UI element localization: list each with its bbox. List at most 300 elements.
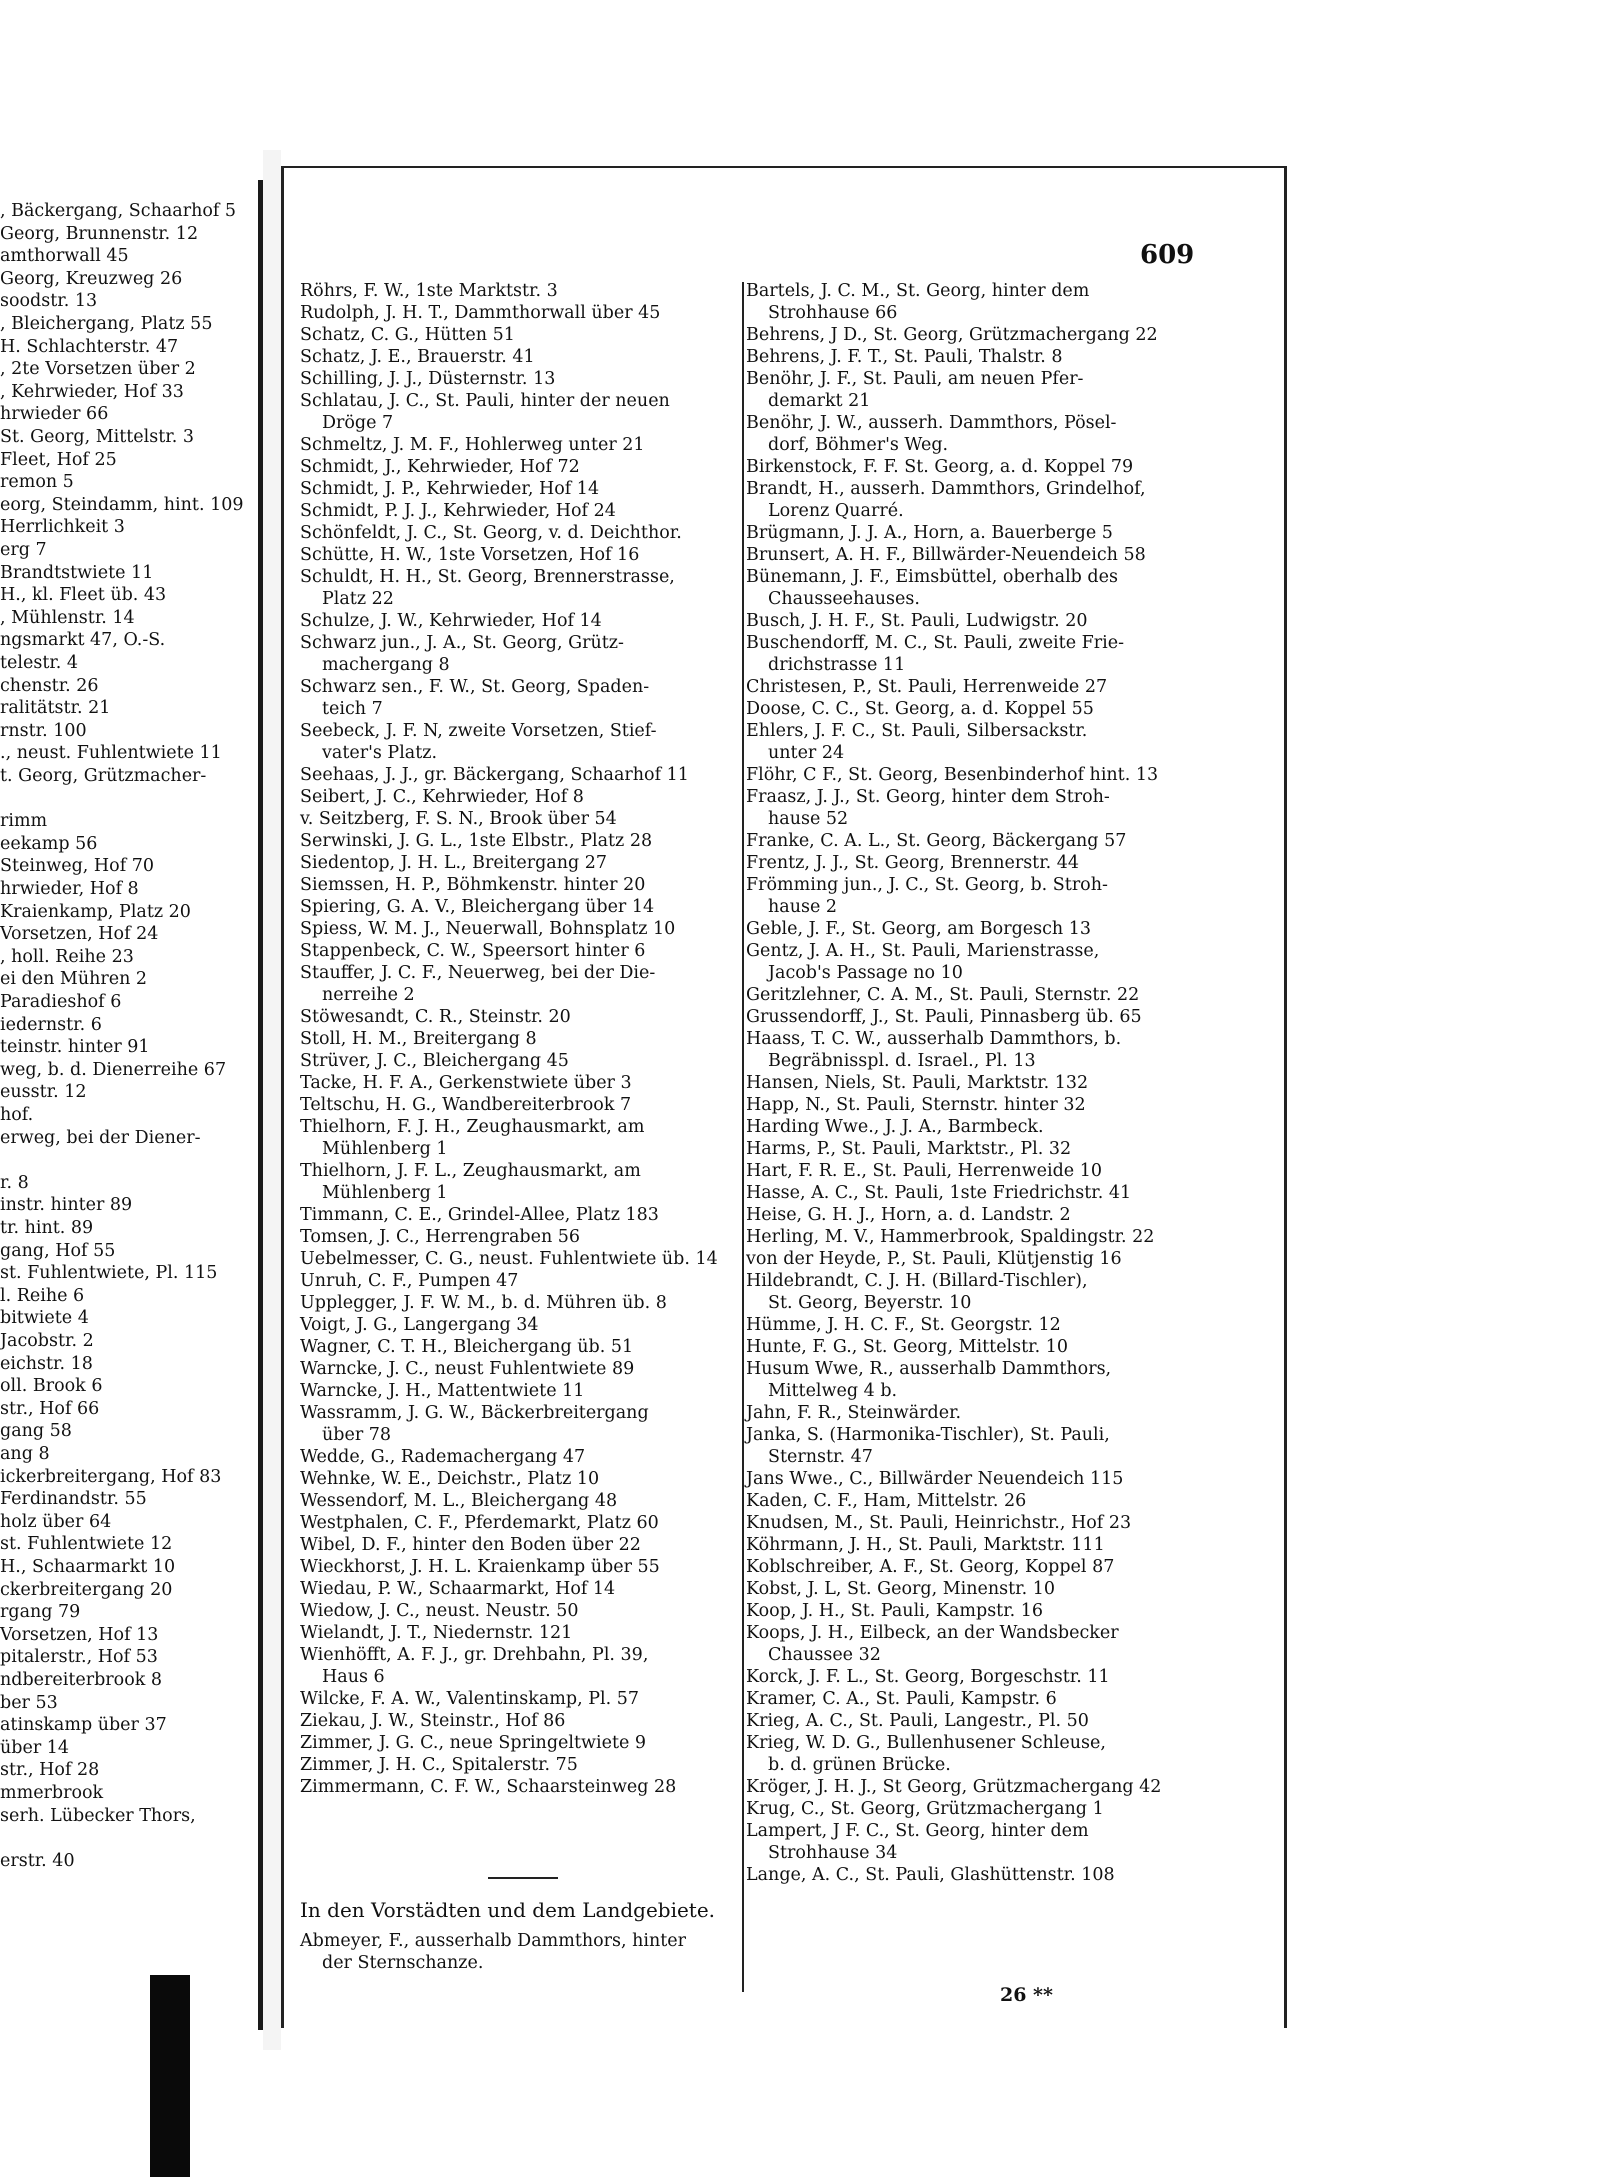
directory-entry xyxy=(746,1138,1190,1160)
left-page-line: erweg, bei der Diener- xyxy=(0,1127,201,1148)
entry-line: Frentz, J. J., St. Georg, Brennerstr. 44 xyxy=(746,853,1080,873)
directory-entry xyxy=(300,610,740,632)
directory-entry xyxy=(746,764,1190,786)
left-page-line: r. 8 xyxy=(0,1172,29,1193)
left-page-line: Ferdinandstr. 55 xyxy=(0,1489,147,1510)
entry-line: Hunte, F. G., St. Georg, Mittelstr. 10 xyxy=(746,1337,1068,1357)
entry-line: Warncke, J. C., neust Fuhlentwiete 89 xyxy=(300,1359,635,1379)
directory-entry xyxy=(300,1028,740,1050)
column-1 xyxy=(300,280,740,1798)
directory-entry xyxy=(746,1490,1190,1512)
left-page-line: ndbereiterbrook 8 xyxy=(0,1670,163,1690)
entry-line: Herling, M. V., Hammerbrook, Spaldingstr. 22 xyxy=(746,1227,1155,1247)
directory-entry xyxy=(746,1534,1190,1556)
entry-line: Wibel, D. F., hinter den Boden über 22 xyxy=(300,1535,641,1555)
entry-line: Birkenstock, F. F. St. Georg, a. d. Koppel 79 xyxy=(746,457,1134,477)
left-page-line: Fleet, Hof 25 xyxy=(0,449,117,470)
left-page-line: Steinweg, Hof 70 xyxy=(0,856,155,877)
entry-continuation: Strohhause 34 xyxy=(768,1843,898,1863)
directory-entry xyxy=(300,1930,740,1974)
directory-entry xyxy=(746,1468,1190,1490)
entry-continuation: Platz 22 xyxy=(322,589,394,609)
directory-entry xyxy=(746,1006,1190,1028)
directory-entry xyxy=(300,1160,740,1204)
directory-entry xyxy=(746,1578,1190,1600)
entry-line: Kramer, C. A., St. Pauli, Kampstr. 6 xyxy=(746,1689,1057,1709)
left-page-line: Jacobstr. 2 xyxy=(0,1331,94,1351)
left-page-line: str., Hof 28 xyxy=(0,1760,100,1781)
directory-entry xyxy=(746,566,1190,610)
directory-entry xyxy=(300,1688,740,1710)
directory-entry xyxy=(746,676,1190,698)
left-page-line: atinskamp über 37 xyxy=(0,1715,167,1736)
entry-line: Benöhr, J. F., St. Pauli, am neuen Pfer- xyxy=(746,369,1084,389)
entry-line: Teltschu, H. G., Wandbereiterbrook 7 xyxy=(300,1095,632,1115)
entry-line: Busch, J. H. F., St. Pauli, Ludwigstr. 20 xyxy=(746,611,1088,631)
directory-entry xyxy=(300,896,740,918)
left-page-line: H., Schaarmarkt 10 xyxy=(0,1557,176,1577)
entry-line: Seehaas, J. J., gr. Bäckergang, Schaarhof 11 xyxy=(300,765,689,785)
column-divider xyxy=(742,282,744,1992)
entry-line: Timmann, C. E., Grindel-Allee, Platz 183 xyxy=(300,1205,659,1225)
directory-entry xyxy=(746,544,1190,566)
entry-line: Lampert, J F. C., St. Georg, hinter dem xyxy=(746,1821,1089,1841)
left-page-line: rnstr. 100 xyxy=(0,720,87,741)
entry-line: Bartels, J. C. M., St. Georg, hinter dem xyxy=(746,281,1090,301)
left-page-line: iedernstr. 6 xyxy=(0,1014,102,1035)
entry-line: Lange, A. C., St. Pauli, Glashüttenstr. 108 xyxy=(746,1865,1115,1885)
directory-entry xyxy=(300,1446,740,1468)
entry-line: Brandt, H., ausserh. Dammthors, Grindelhof, xyxy=(746,479,1146,499)
entry-line: Wiedow, J. C., neust. Neustr. 50 xyxy=(300,1601,579,1621)
entry-line: Flöhr, C F., St. Georg, Besenbinderhof hint. 13 xyxy=(746,765,1159,785)
entry-line: Geble, J. F., St. Georg, am Borgesch 13 xyxy=(746,919,1092,939)
entry-line: Benöhr, J. W., ausserh. Dammthors, Pösel- xyxy=(746,413,1117,433)
directory-entry xyxy=(300,1050,740,1072)
entry-line: Koop, J. H., St. Pauli, Kampstr. 16 xyxy=(746,1601,1044,1621)
entry-line: Serwinski, J. G. L., 1ste Elbstr., Platz 28 xyxy=(300,831,653,851)
directory-entry xyxy=(746,1182,1190,1204)
directory-entry xyxy=(746,1666,1190,1688)
left-page-line: str., Hof 66 xyxy=(0,1398,100,1419)
entry-line: Schulze, J. W., Kehrwieder, Hof 14 xyxy=(300,611,602,631)
directory-entry xyxy=(300,1094,740,1116)
entry-line: Schlatau, J. C., St. Pauli, hinter der neuen xyxy=(300,391,670,411)
left-page-line: ckerbreitergang 20 xyxy=(0,1579,173,1600)
entry-line: Korck, J. F. L., St. Georg, Borgeschstr. 11 xyxy=(746,1667,1110,1687)
entry-line: Grussendorff, J., St. Pauli, Pinnasberg üb. 65 xyxy=(746,1007,1142,1027)
section-rule xyxy=(488,1877,558,1879)
entry-line: Schuldt, H. H., St. Georg, Brennerstrasse, xyxy=(300,567,675,587)
entry-line: Haass, T. C. W., ausserhalb Dammthors, b. xyxy=(746,1029,1122,1049)
directory-entry xyxy=(746,984,1190,1006)
directory-entry xyxy=(300,1006,740,1028)
entry-continuation: b. d. grünen Brücke. xyxy=(768,1755,951,1775)
left-page-line: erstr. 40 xyxy=(0,1850,75,1871)
left-page-line: remon 5 xyxy=(0,472,74,493)
entry-line: Frömming jun., J. C., St. Georg, b. Stroh- xyxy=(746,875,1108,895)
entry-line: Wieckhorst, J. H. L. Kraienkamp über 55 xyxy=(300,1557,660,1577)
directory-entry xyxy=(746,874,1190,918)
directory-entry xyxy=(746,1336,1190,1358)
directory-entry xyxy=(300,1292,740,1314)
entry-line: Schwarz sen., F. W., St. Georg, Spaden- xyxy=(300,677,650,697)
entry-line: Seebeck, J. F. N, zweite Vorsetzen, Stief- xyxy=(300,721,657,741)
entry-line: Krug, C., St. Georg, Grützmachergang 1 xyxy=(746,1799,1104,1819)
entry-line: Harding Wwe., J. J. A., Barmbeck. xyxy=(746,1117,1044,1137)
left-page-line: Vorsetzen, Hof 13 xyxy=(0,1624,159,1645)
entry-line: Harms, P., St. Pauli, Marktstr., Pl. 32 xyxy=(746,1139,1072,1159)
left-page-line: st. Fuhlentwiete 12 xyxy=(0,1534,173,1555)
left-page-line: ickerbreitergang, Hof 83 xyxy=(0,1466,222,1487)
entry-continuation: Chausseehauses. xyxy=(768,589,920,609)
directory-entry xyxy=(300,632,740,676)
entry-continuation: Mittelweg 4 b. xyxy=(768,1381,898,1401)
entry-line: Abmeyer, F., ausserhalb Dammthors, hinter xyxy=(300,1931,687,1951)
directory-entry xyxy=(746,698,1190,720)
directory-entry xyxy=(300,1248,740,1270)
entry-line: Bünemann, J. F., Eimsbüttel, oberhalb des xyxy=(746,567,1118,587)
directory-entry xyxy=(300,830,740,852)
left-page-line: Brandtstwiete 11 xyxy=(0,562,154,583)
left-page-line: gang 58 xyxy=(0,1421,72,1442)
directory-entry xyxy=(746,720,1190,764)
entry-continuation: nerreihe 2 xyxy=(322,985,415,1005)
directory-entry xyxy=(746,412,1190,456)
entry-continuation: Mühlenberg 1 xyxy=(322,1183,448,1203)
left-page-line: St. Georg, Mittelstr. 3 xyxy=(0,427,194,447)
entry-line: Rudolph, J. H. T., Dammthorwall über 45 xyxy=(300,303,661,323)
directory-entry xyxy=(300,1336,740,1358)
left-page-line: teinstr. hinter 91 xyxy=(0,1037,150,1058)
left-page-line: hof. xyxy=(0,1105,34,1125)
directory-entry xyxy=(300,720,740,764)
left-page-line: eusstr. 12 xyxy=(0,1082,87,1103)
directory-entry xyxy=(746,610,1190,632)
directory-entry xyxy=(746,1072,1190,1094)
left-page-line: serh. Lübecker Thors, xyxy=(0,1805,196,1826)
entry-line: Kröger, J. H. J., St Georg, Grützmachergang 42 xyxy=(746,1777,1162,1797)
entry-continuation: Begräbnisspl. d. Israel., Pl. 13 xyxy=(768,1051,1036,1071)
directory-entry xyxy=(300,918,740,940)
left-page-line: über 14 xyxy=(0,1737,70,1758)
directory-entry xyxy=(746,1248,1190,1270)
left-page-line: soodstr. 13 xyxy=(0,291,98,312)
directory-entry xyxy=(746,1600,1190,1622)
left-page-line: eekamp 56 xyxy=(0,833,98,854)
left-page-line: ang 8 xyxy=(0,1444,50,1464)
entry-continuation: Mühlenberg 1 xyxy=(322,1139,448,1159)
directory-entry xyxy=(300,500,740,522)
entry-line: Happ, N., St. Pauli, Sternstr. hinter 32 xyxy=(746,1095,1086,1115)
directory-entry xyxy=(300,1490,740,1512)
left-page-line: Herrlichkeit 3 xyxy=(0,517,125,538)
entry-continuation: über 78 xyxy=(322,1425,392,1445)
entry-continuation: Strohhause 66 xyxy=(768,303,898,323)
entry-line: Schilling, J. J., Düsternstr. 13 xyxy=(300,369,556,389)
directory-entry xyxy=(300,1402,740,1446)
directory-entry xyxy=(300,324,740,346)
entry-line: von der Heyde, P., St. Pauli, Klütjenstig 16 xyxy=(746,1249,1122,1269)
directory-entry xyxy=(300,1644,740,1688)
entry-line: Schmeltz, J. M. F., Hohlerweg unter 21 xyxy=(300,435,645,455)
entry-line: Kaden, C. F., Ham, Mittelstr. 26 xyxy=(746,1491,1027,1511)
directory-entry xyxy=(746,324,1190,346)
entry-line: Stoll, H. M., Breitergang 8 xyxy=(300,1029,537,1049)
directory-entry xyxy=(300,1600,740,1622)
entry-line: Wedde, G., Rademachergang 47 xyxy=(300,1447,586,1467)
entry-line: Uebelmesser, C. G., neust. Fuhlentwiete üb. 14 xyxy=(300,1249,718,1269)
entry-continuation: Chaussee 32 xyxy=(768,1645,881,1665)
entry-line: Wilcke, F. A. W., Valentinskamp, Pl. 57 xyxy=(300,1689,639,1709)
entry-line: Warncke, J. H., Mattentwiete 11 xyxy=(300,1381,585,1401)
entry-line: Hasse, A. C., St. Pauli, 1ste Friedrichstr. 41 xyxy=(746,1183,1132,1203)
entry-line: Wienhöfft, A. F. J., gr. Drehbahn, Pl. 39, xyxy=(300,1645,649,1665)
left-page-line: eichstr. 18 xyxy=(0,1353,93,1374)
left-page-line: pitalerstr., Hof 53 xyxy=(0,1647,158,1668)
entry-continuation: Haus 6 xyxy=(322,1667,385,1687)
entry-line: Hansen, Niels, St. Pauli, Marktstr. 132 xyxy=(746,1073,1089,1093)
directory-entry xyxy=(300,1226,740,1248)
directory-entry xyxy=(746,1314,1190,1336)
entry-line: Köhrmann, J. H., St. Pauli, Marktstr. 111 xyxy=(746,1535,1105,1555)
entry-line: Zimmer, J. H. C., Spitalerstr. 75 xyxy=(300,1755,578,1775)
section-heading: In den Vorstädten und dem Landgebiete. xyxy=(300,1898,716,1922)
signature-mark: 26 ** xyxy=(1000,1984,1053,2006)
directory-entry xyxy=(746,1094,1190,1116)
left-page-fragment xyxy=(0,160,262,1990)
left-page-line: , 2te Vorsetzen über 2 xyxy=(0,359,196,380)
entry-line: Fraasz, J. J., St. Georg, hinter dem Stroh- xyxy=(746,787,1110,807)
entry-line: Wehnke, W. E., Deichstr., Platz 10 xyxy=(300,1469,600,1489)
directory-entry xyxy=(746,632,1190,676)
entry-line: Doose, C. C., St. Georg, a. d. Koppel 55 xyxy=(746,699,1094,719)
directory-entry xyxy=(746,1028,1190,1072)
directory-entry xyxy=(746,456,1190,478)
directory-entry xyxy=(746,1424,1190,1468)
directory-entry xyxy=(300,1204,740,1226)
entry-continuation: unter 24 xyxy=(768,743,845,763)
left-page-line: st. Fuhlentwiete, Pl. 115 xyxy=(0,1263,218,1284)
entry-continuation: Lorenz Quarré. xyxy=(768,501,904,521)
entry-line: Brunsert, A. H. F., Billwärder-Neuendeich 58 xyxy=(746,545,1146,565)
directory-entry xyxy=(746,1226,1190,1248)
left-page-line: t. Georg, Grützmacher- xyxy=(0,766,207,786)
directory-entry xyxy=(746,1798,1190,1820)
left-page-line: oll. Brook 6 xyxy=(0,1376,103,1397)
directory-entry xyxy=(746,1204,1190,1226)
left-page-line: rgang 79 xyxy=(0,1602,81,1623)
directory-entry xyxy=(300,368,740,390)
entry-continuation: demarkt 21 xyxy=(768,391,871,411)
directory-entry xyxy=(300,346,740,368)
directory-entry xyxy=(746,1270,1190,1314)
directory-entry xyxy=(746,1732,1190,1776)
entry-line: Schatz, C. G., Hütten 51 xyxy=(300,325,515,345)
entry-line: Spiering, G. A. V., Bleichergang über 14 xyxy=(300,897,655,917)
left-page-line: Vorsetzen, Hof 24 xyxy=(0,924,159,945)
directory-entry xyxy=(746,1710,1190,1732)
entry-line: Siemssen, H. P., Böhmkenstr. hinter 20 xyxy=(300,875,646,895)
directory-entry xyxy=(300,302,740,324)
directory-entry xyxy=(300,940,740,962)
entry-line: Geritzlehner, C. A. M., St. Pauli, Sternstr. 22 xyxy=(746,985,1140,1005)
entry-continuation: Dröge 7 xyxy=(322,413,394,433)
entry-line: Husum Wwe, R., ausserhalb Dammthors, xyxy=(746,1359,1112,1379)
entry-line: Wassramm, J. G. W., Bäckerbreitergang xyxy=(300,1403,649,1423)
directory-entry xyxy=(746,786,1190,830)
directory-entry xyxy=(746,1622,1190,1666)
entry-continuation: der Sternschanze. xyxy=(322,1953,484,1973)
directory-entry xyxy=(746,368,1190,412)
directory-entry xyxy=(300,522,740,544)
left-page-line: bitwiete 4 xyxy=(0,1308,89,1329)
left-page-line: chenstr. 26 xyxy=(0,675,99,696)
directory-entry xyxy=(300,852,740,874)
entry-line: Tomsen, J. C., Herrengraben 56 xyxy=(300,1227,581,1247)
entry-line: Janka, S. (Harmonika-Tischler), St. Pauli, xyxy=(746,1425,1110,1445)
entry-line: Wessendorf, M. L., Bleichergang 48 xyxy=(300,1491,618,1511)
left-page-line: , Bleichergang, Platz 55 xyxy=(0,314,213,334)
entry-line: Behrens, J. F. T., St. Pauli, Thalstr. 8 xyxy=(746,347,1063,367)
directory-entry xyxy=(746,1556,1190,1578)
directory-entry xyxy=(300,566,740,610)
entry-line: Stöwesandt, C. R., Steinstr. 20 xyxy=(300,1007,571,1027)
entry-line: Strüver, J. C., Bleichergang 45 xyxy=(300,1051,569,1071)
entry-line: Schmidt, J. P., Kehrwieder, Hof 14 xyxy=(300,479,600,499)
left-page-line: Paradieshof 6 xyxy=(0,992,122,1012)
entry-line: Christesen, P., St. Pauli, Herrenweide 27 xyxy=(746,677,1108,697)
entry-line: Wielandt, J. T., Niedernstr. 121 xyxy=(300,1623,573,1643)
directory-entry xyxy=(300,1072,740,1094)
entry-line: Zimmermann, C. F. W., Schaarsteinweg 28 xyxy=(300,1777,677,1797)
directory-entry xyxy=(746,1512,1190,1534)
entry-line: Krieg, A. C., St. Pauli, Langestr., Pl. 50 xyxy=(746,1711,1089,1731)
left-page-line: holz über 64 xyxy=(0,1511,112,1532)
directory-entry xyxy=(300,1534,740,1556)
entry-line: Stappenbeck, C. W., Speersort hinter 6 xyxy=(300,941,646,961)
directory-entry xyxy=(300,1776,740,1798)
entry-line: Upplegger, J. F. W. M., b. d. Mühren üb. 8 xyxy=(300,1293,667,1313)
directory-entry xyxy=(300,1622,740,1644)
entry-line: Koblschreiber, A. F., St. Georg, Koppel 87 xyxy=(746,1557,1115,1577)
entry-line: v. Seitzberg, F. S. N., Brook über 54 xyxy=(300,809,617,829)
entry-line: Westphalen, C. F., Pferdemarkt, Platz 60 xyxy=(300,1513,659,1533)
left-page-line: hrwieder, Hof 8 xyxy=(0,879,139,899)
left-page-line: H., kl. Fleet üb. 43 xyxy=(0,585,167,606)
entry-line: Schmidt, J., Kehrwieder, Hof 72 xyxy=(300,457,580,477)
entry-continuation: machergang 8 xyxy=(322,655,450,675)
directory-entry xyxy=(746,522,1190,544)
directory-entry xyxy=(300,390,740,434)
directory-entry xyxy=(300,962,740,1006)
left-page-line: tr. hint. 89 xyxy=(0,1218,94,1238)
entry-line: Zimmer, J. G. C., neue Springeltwiete 9 xyxy=(300,1733,647,1753)
entry-line: Voigt, J. G., Langergang 34 xyxy=(300,1315,539,1335)
left-page-line: mmerbrook xyxy=(0,1783,104,1803)
directory-entry xyxy=(746,852,1190,874)
entry-continuation: hause 2 xyxy=(768,897,838,917)
entry-continuation: vater's Platz. xyxy=(322,743,438,763)
directory-entry xyxy=(300,764,740,786)
entry-line: Buschendorff, M. C., St. Pauli, zweite Frie- xyxy=(746,633,1124,653)
left-page-line: amthorwall 45 xyxy=(0,246,129,267)
left-page-line: instr. hinter 89 xyxy=(0,1195,133,1216)
left-page-line: hrwieder 66 xyxy=(0,404,109,425)
directory-entry xyxy=(300,1380,740,1402)
directory-entry xyxy=(300,1314,740,1336)
entry-line: Franke, C. A. L., St. Georg, Bäckergang 57 xyxy=(746,831,1127,851)
directory-entry xyxy=(300,1468,740,1490)
directory-entry xyxy=(300,434,740,456)
entry-line: Röhrs, F. W., 1ste Marktstr. 3 xyxy=(300,281,558,301)
entry-continuation: Sternstr. 47 xyxy=(768,1447,873,1467)
left-page-line: eorg, Steindamm, hint. 109 xyxy=(0,494,244,515)
directory-entry xyxy=(746,1402,1190,1424)
left-page-line: weg, b. d. Dienerreihe 67 xyxy=(0,1059,227,1080)
entry-continuation: teich 7 xyxy=(322,699,383,719)
directory-entry xyxy=(746,346,1190,368)
directory-entry xyxy=(300,1556,740,1578)
directory-entry xyxy=(746,1776,1190,1798)
directory-entry xyxy=(300,1270,740,1292)
entry-line: Schütte, H. W., 1ste Vorsetzen, Hof 16 xyxy=(300,545,640,565)
directory-entry xyxy=(300,1754,740,1776)
entry-line: Heise, G. H. J., Horn, a. d. Landstr. 2 xyxy=(746,1205,1071,1225)
column-1-continuation xyxy=(300,1930,740,1974)
left-page-line: , Mühlenstr. 14 xyxy=(0,607,135,628)
left-page-line: l. Reihe 6 xyxy=(0,1285,85,1306)
entry-line: Schmidt, P. J. J., Kehrwieder, Hof 24 xyxy=(300,501,616,521)
left-page-line: Georg, Kreuzweg 26 xyxy=(0,268,183,289)
directory-entry xyxy=(300,786,740,808)
left-page-line: , Bäckergang, Schaarhof 5 xyxy=(0,201,237,221)
entry-line: Hildebrandt, C. J. H. (Billard-Tischler), xyxy=(746,1271,1088,1291)
directory-entry xyxy=(300,280,740,302)
entry-line: Behrens, J D., St. Georg, Grützmachergang 22 xyxy=(746,325,1158,345)
column-2 xyxy=(746,280,1190,1886)
directory-entry xyxy=(300,1358,740,1380)
left-page-line: ., neust. Fuhlentwiete 11 xyxy=(0,743,222,764)
directory-entry xyxy=(746,1358,1190,1402)
scan-marker xyxy=(150,1975,190,2177)
directory-entry xyxy=(746,478,1190,522)
left-page-line: rimm xyxy=(0,811,48,832)
left-page-line: gang, Hof 55 xyxy=(0,1240,116,1261)
entry-line: Thielhorn, J. F. L., Zeughausmarkt, am xyxy=(300,1161,641,1181)
directory-entry xyxy=(300,544,740,566)
entry-line: Koops, J. H., Eilbeck, an der Wandsbecker xyxy=(746,1623,1119,1643)
directory-entry xyxy=(300,1512,740,1534)
directory-entry xyxy=(746,1688,1190,1710)
directory-entry xyxy=(746,940,1190,984)
directory-entry xyxy=(746,918,1190,940)
left-page-line: ngsmarkt 47, O.-S. xyxy=(0,630,166,651)
entry-continuation: hause 52 xyxy=(768,809,849,829)
entry-line: Stauffer, J. C. F., Neuerweg, bei der Die- xyxy=(300,963,656,983)
directory-entry xyxy=(300,1732,740,1754)
left-page-line: ralitätstr. 21 xyxy=(0,698,111,719)
entry-line: Krieg, W. D. G., Bullenhusener Schleuse, xyxy=(746,1733,1106,1753)
entry-line: Ehlers, J. F. C., St. Pauli, Silbersackstr. xyxy=(746,721,1088,741)
left-page-line: ber 53 xyxy=(0,1692,58,1713)
entry-continuation: St. Georg, Beyerstr. 10 xyxy=(768,1293,972,1313)
entry-line: Seibert, J. C., Kehrwieder, Hof 8 xyxy=(300,787,584,807)
entry-line: Spiess, W. M. J., Neuerwall, Bohnsplatz 10 xyxy=(300,919,676,939)
entry-line: Kobst, J. L, St. Georg, Minenstr. 10 xyxy=(746,1579,1055,1599)
entry-line: Thielhorn, F. J. H., Zeughausmarkt, am xyxy=(300,1117,645,1137)
left-page-line: erg 7 xyxy=(0,540,47,560)
